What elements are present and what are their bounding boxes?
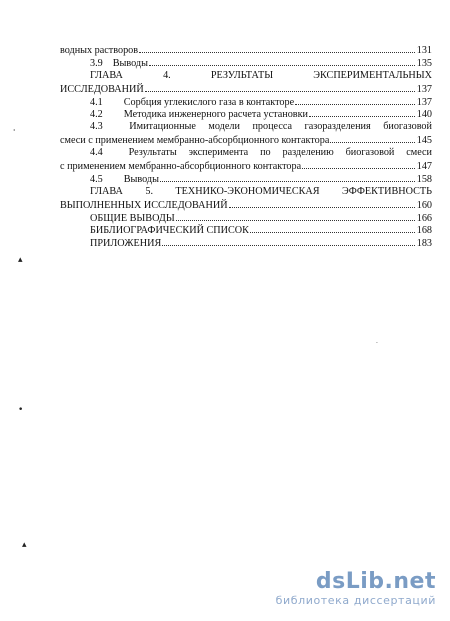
toc-leader-dots — [139, 44, 415, 53]
toc-word: 5. — [145, 185, 153, 197]
toc-word: эксперимента — [188, 147, 249, 159]
toc-chapter-4-continuation[interactable] — [60, 83, 432, 96]
toc-word: ГЛАВА — [90, 69, 123, 81]
toc-leader-dots — [229, 199, 415, 208]
toc-leader-dots — [302, 160, 415, 169]
toc-entry-3-9[interactable] — [60, 57, 432, 70]
toc-page-number: 131 — [416, 45, 432, 56]
toc-word: ЭКСПЕРИМЕНТАЛЬНЫХ — [313, 69, 432, 81]
toc-chapter-5-heading[interactable] — [60, 186, 432, 199]
toc-entry-title: Сорбция углекислого газа в контакторе — [123, 96, 295, 108]
toc-word: ЭФФЕКТИВНОСТЬ — [342, 185, 432, 197]
toc-page-number: 147 — [416, 161, 432, 173]
scan-speck-icon: ▴ — [22, 540, 27, 550]
toc-word: по — [260, 147, 271, 159]
dslib-watermark[interactable] — [276, 571, 436, 607]
dslib-subtitle: библиотека диссертаций — [275, 594, 436, 607]
toc-word: 4. — [163, 69, 171, 81]
toc-page-number: 168 — [416, 225, 432, 237]
toc-leader-dots — [162, 237, 414, 246]
toc-word: разделению — [282, 147, 334, 159]
toc-entry-title: ВЫПОЛНЕННЫХ ИССЛЕДОВАНИЙ — [60, 199, 228, 211]
toc-page-number: 140 — [416, 109, 432, 121]
toc-page-number: 145 — [416, 135, 432, 147]
toc-entry-bibliography[interactable] — [60, 224, 432, 237]
toc-leader-dots — [295, 96, 415, 105]
scan-speck-icon: ⸳ — [13, 125, 16, 135]
toc-word: ТЕХНИКО-ЭКОНОМИЧЕСКАЯ — [175, 185, 320, 197]
table-of-contents — [60, 44, 432, 250]
scan-speck-icon: ▴ — [18, 255, 23, 265]
toc-page-number: 158 — [416, 173, 432, 185]
toc-word: РЕЗУЛЬТАТЫ — [210, 69, 274, 81]
toc-chapter-5-continuation[interactable] — [60, 199, 432, 212]
toc-leader-dots — [330, 134, 414, 143]
toc-page-number: 166 — [416, 212, 432, 224]
toc-entry-title: Методика инженерного расчета установки — [123, 109, 308, 121]
toc-word: ГЛАВА — [90, 185, 123, 197]
toc-entry-water-solutions[interactable] — [60, 44, 432, 57]
toc-entry-title: БИБЛИОГРАФИЧЕСКИЙ СПИСОК — [90, 225, 249, 237]
toc-entry-4-2[interactable] — [60, 108, 432, 121]
toc-entry-4-3-continuation[interactable] — [60, 134, 432, 147]
toc-entry-title: водных растворов — [60, 45, 139, 56]
toc-page-number: 160 — [416, 199, 432, 211]
toc-page-number: 137 — [416, 96, 432, 108]
toc-entry-title: Выводы — [112, 57, 148, 69]
toc-word: смеси — [406, 147, 432, 159]
toc-entry-4-5[interactable] — [60, 173, 432, 186]
toc-word: Имитационные — [129, 121, 196, 133]
toc-entry-number: 4.3 — [90, 121, 103, 133]
toc-entry-title: ОБЩИЕ ВЫВОДЫ — [90, 212, 175, 224]
toc-entry-title: с применением мембранно-абсорбционного контактора — [60, 161, 302, 173]
toc-entry-number: 3.9 — [90, 57, 103, 69]
toc-entry-title: Выводы — [123, 173, 159, 185]
toc-word: биогазовой — [383, 121, 432, 133]
toc-word: модели — [208, 121, 240, 133]
toc-leader-dots — [309, 108, 415, 117]
toc-entry-appendices[interactable] — [60, 237, 432, 250]
toc-entry-4-4[interactable] — [60, 147, 432, 160]
toc-leader-dots — [145, 83, 415, 92]
toc-word: Результаты — [128, 147, 177, 159]
toc-word: биогазовой — [345, 147, 395, 159]
toc-entry-4-3[interactable] — [60, 121, 432, 134]
dslib-logo: dsLib.net — [315, 569, 436, 594]
toc-entry-number: 4.5 — [90, 173, 103, 185]
scan-speck-icon: • — [18, 405, 24, 415]
toc-chapter-4-heading[interactable] — [60, 70, 432, 83]
toc-entry-title: ИССЛЕДОВАНИЙ — [60, 83, 144, 95]
toc-leader-dots — [176, 212, 415, 221]
toc-entry-general-conclusions[interactable] — [60, 212, 432, 225]
toc-entry-title: смеси с применением мембранно-абсорбционного контактора — [60, 135, 330, 147]
toc-leader-dots — [149, 57, 415, 66]
toc-entry-4-1[interactable] — [60, 96, 432, 109]
toc-leader-dots — [250, 224, 415, 233]
toc-word: газоразделения — [304, 121, 371, 133]
toc-page-number: 137 — [416, 83, 432, 95]
toc-entry-number: 4.1 — [90, 96, 103, 108]
toc-page-number: 135 — [416, 57, 432, 69]
toc-entry-4-4-continuation[interactable] — [60, 160, 432, 173]
toc-word: процесса — [252, 121, 293, 133]
toc-entry-title: ПРИЛОЖЕНИЯ — [90, 238, 162, 250]
toc-leader-dots — [160, 173, 415, 182]
toc-entry-number: 4.2 — [90, 109, 103, 121]
toc-entry-number: 4.4 — [90, 147, 103, 159]
scan-speck-icon: · — [376, 340, 378, 347]
toc-page-number: 183 — [416, 238, 432, 250]
